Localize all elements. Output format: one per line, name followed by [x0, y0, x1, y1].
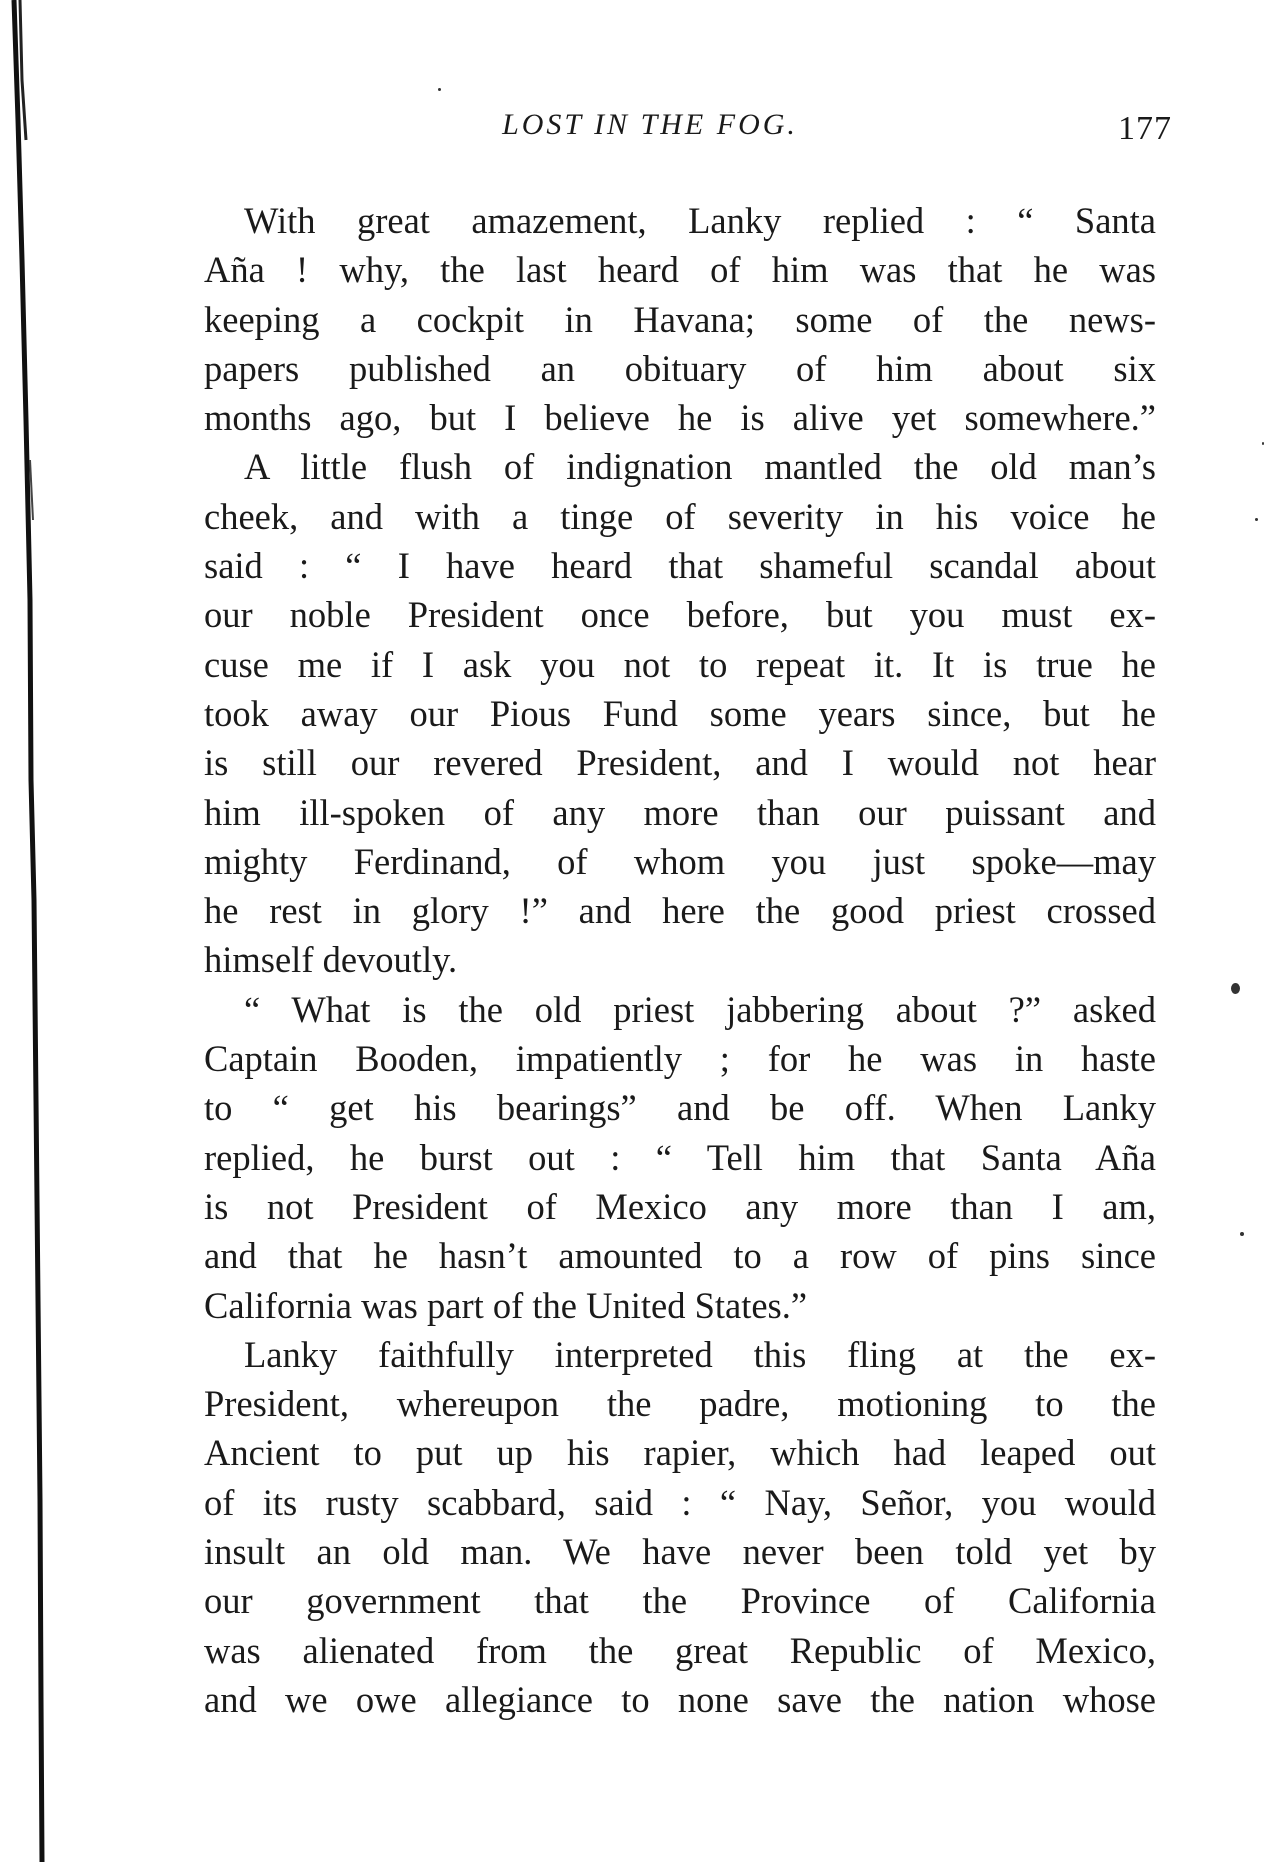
text-line: he rest in glory !” and here the good priest crossed [204, 890, 1156, 932]
ink-speck [1255, 518, 1258, 521]
text-line: replied, he burst out : “ Tell him that Santa Aña [204, 1136, 1156, 1178]
text-line: With great amazement, Lanky replied : “ Santa [244, 200, 1156, 241]
running-head [200, 108, 1172, 158]
text-line: keeping a cockpit in Havana; some of the news- [204, 298, 1156, 340]
text-line: papers published an obituary of him about six [204, 347, 1156, 389]
page-binding-edge [0, 0, 60, 1862]
text-line: was alienated from the great Republic of Mexico, [204, 1629, 1156, 1671]
ink-speck [1240, 1232, 1244, 1236]
text-line: of its rusty scabbard, said : “ Nay, Señor, you would [204, 1481, 1156, 1523]
running-title: LOST IN THE FOG. [502, 108, 798, 141]
text-line: A little flush of indignation mantled the old man’s [244, 446, 1156, 488]
text-line: him ill-spoken of any more than our puissant and [204, 791, 1156, 833]
text-line: Lanky faithfully interpreted this fling at the ex- [244, 1333, 1156, 1375]
text-line: our government that the Province of California [204, 1580, 1156, 1622]
text-line: Aña ! why, the last heard of him was that he was [204, 249, 1156, 291]
ink-speck [438, 88, 441, 91]
ink-speck [1262, 442, 1264, 445]
text-line: mighty Ferdinand, of whom you just spoke—may [204, 840, 1156, 882]
text-line: himself devoutly. [204, 939, 458, 981]
text-line: cheek, and with a tinge of severity in his voice he [204, 495, 1156, 537]
text-line: Captain Booden, impatiently ; for he was in haste [204, 1038, 1156, 1080]
body-text [204, 196, 1156, 1724]
text-line: months ago, but I believe he is alive yet somewhere.” [204, 397, 1156, 439]
text-line: and we owe allegiance to none save the nation whose [204, 1678, 1156, 1720]
ink-speck [1231, 983, 1240, 994]
text-line: insult an old man. We have never been told yet by [204, 1531, 1156, 1573]
text-line: cuse me if I ask you not to repeat it. It is true he [204, 643, 1156, 685]
text-line: took away our Pious Fund some years since, but he [204, 692, 1156, 734]
text-line: said : “ I have heard that shameful scandal about [204, 545, 1156, 587]
text-line: President, whereupon the padre, motioning to the [204, 1383, 1156, 1425]
text-line: to “ get his bearings” and be off. When Lanky [204, 1087, 1156, 1129]
text-line: and that he hasn’t amounted to a row of pins since [204, 1235, 1156, 1277]
page-number: 177 [1118, 110, 1172, 147]
text-line: Ancient to put up his rapier, which had leaped out [204, 1432, 1156, 1474]
text-line: California was part of the United States.” [204, 1284, 808, 1326]
text-line: our noble President once before, but you must ex- [204, 594, 1156, 636]
text-line: is not President of Mexico any more than I am, [204, 1185, 1156, 1227]
text-line: “ What is the old priest jabbering about ?” asked [244, 988, 1156, 1030]
text-line: is still our revered President, and I would not hear [204, 742, 1156, 784]
